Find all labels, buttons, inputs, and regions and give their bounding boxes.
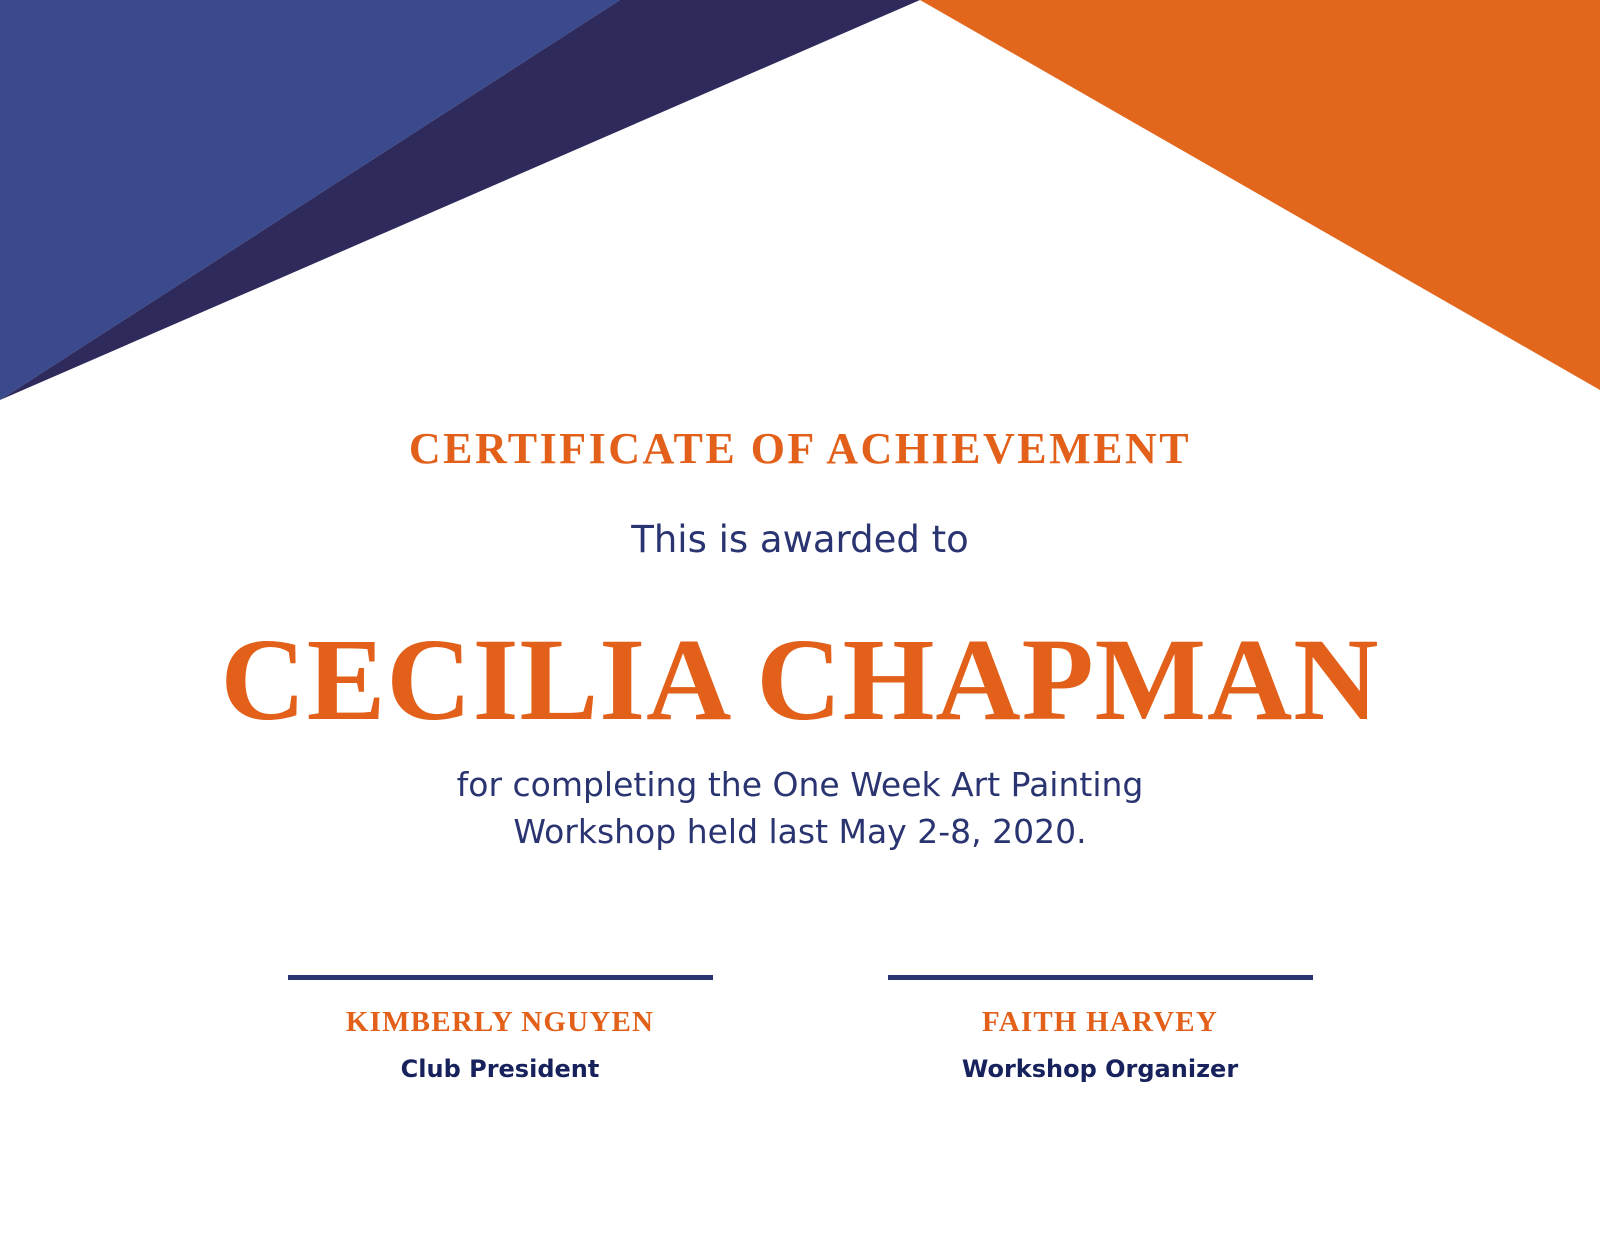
signatory-name: KIMBERLY NGUYEN (345, 1006, 655, 1038)
description-line-1: for completing the One Week Art Painting (456, 765, 1144, 804)
description-line-2: Workshop held last May 2-8, 2020. (513, 811, 1087, 851)
certificate-description (0, 762, 1600, 856)
awarded-to-label: This is awarded to (631, 518, 969, 561)
signatory-name: FAITH HARVEY (982, 1006, 1218, 1038)
signature-line (888, 975, 1313, 980)
signature-block-organizer (888, 975, 1313, 1083)
signature-section (0, 975, 1600, 1083)
signatory-role: Club President (400, 1055, 600, 1083)
signature-block-president (288, 975, 713, 1083)
recipient-name: CECILIA CHAPMAN (220, 614, 1380, 745)
signature-line (288, 975, 713, 980)
certificate-title: CERTIFICATE OF ACHIEVEMENT (408, 424, 1192, 473)
signatory-role: Workshop Organizer (961, 1055, 1239, 1083)
